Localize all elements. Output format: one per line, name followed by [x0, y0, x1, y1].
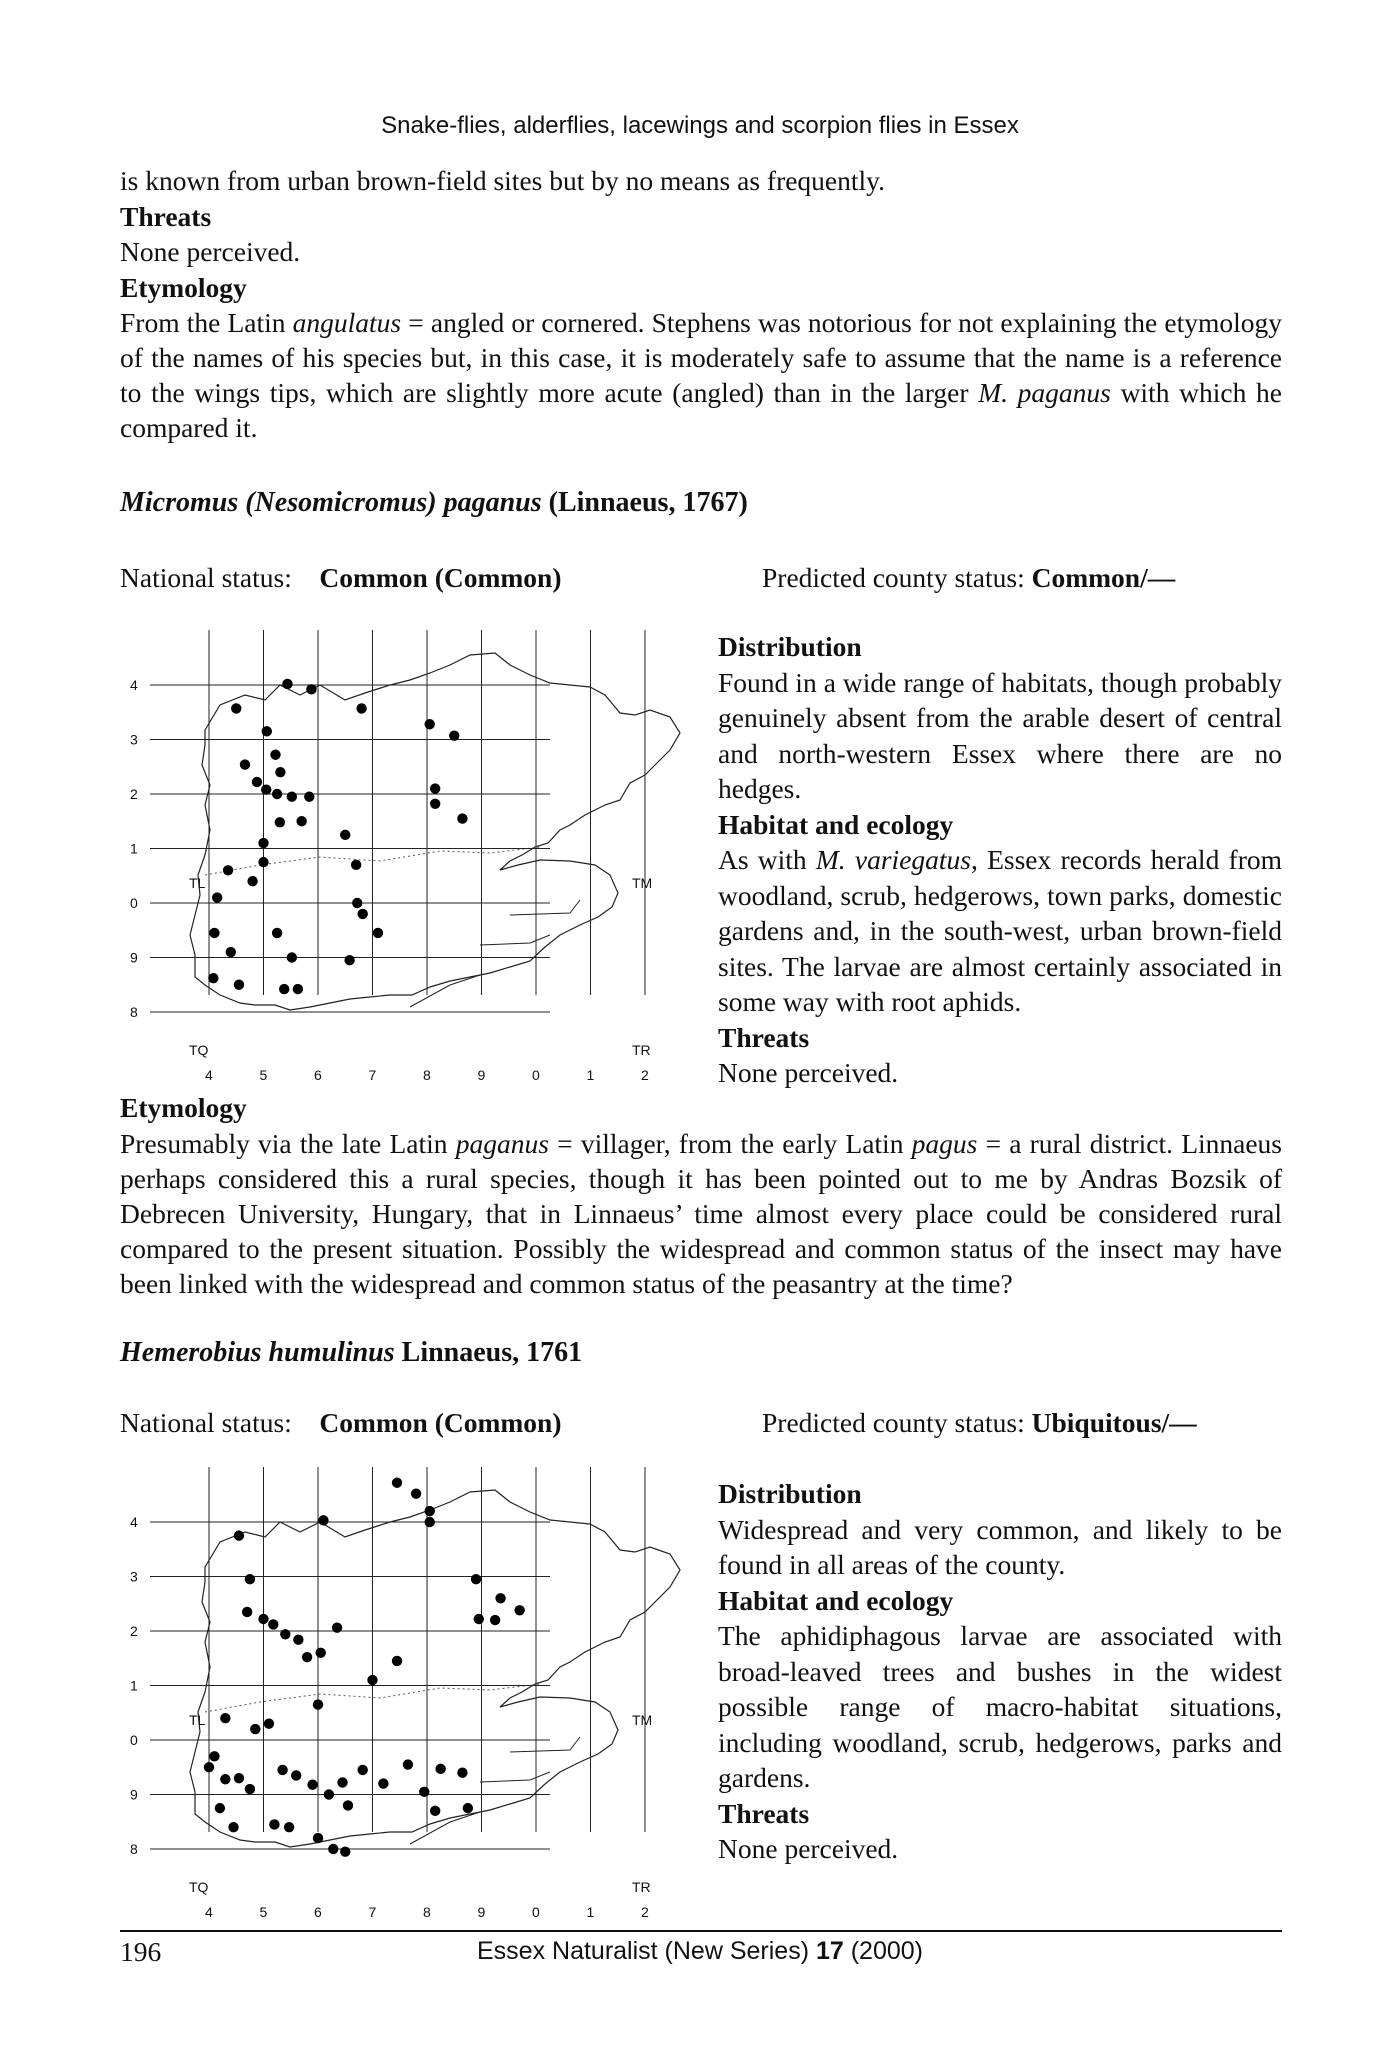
map1-estuaries	[410, 900, 580, 1007]
map1-record-dot	[344, 955, 354, 965]
map1-y-tick: 2	[130, 786, 138, 802]
map1-record-dot	[231, 703, 241, 713]
map1-x-tick: 2	[641, 1067, 649, 1083]
map2-y-tick: 3	[130, 1568, 138, 1585]
intro-continuation: is known from urban brown-field sites but by no means as frequently.	[120, 165, 886, 196]
map1-record-dot	[430, 783, 440, 793]
map2-x-tick: 7	[368, 1904, 377, 1920]
map1-x-tick: 0	[532, 1067, 540, 1083]
map1-x-tick: 7	[368, 1067, 377, 1083]
map2-y-tick: 1	[130, 1677, 138, 1694]
map2-record-dot	[268, 1619, 278, 1629]
map1-record-dot	[275, 767, 285, 777]
map2-y-tick: 2	[130, 1623, 138, 1639]
species2-title: Hemerobius humulinus Linnaeus, 1761	[120, 1337, 583, 1368]
species1-side-text	[718, 629, 1282, 1091]
map2-square-label: TL	[189, 1712, 206, 1728]
map2-record-dot	[411, 1488, 421, 1498]
species2-threats-heading: Threats	[718, 1797, 810, 1829]
map1-square-label: TR	[632, 1042, 651, 1058]
map1-record-dot	[261, 784, 271, 794]
map2-record-dot	[280, 1629, 290, 1639]
map1-square-label: TL	[189, 875, 206, 891]
map1-record-dot	[306, 684, 316, 694]
map2-record-dot	[392, 1478, 402, 1488]
map2-x-tick: 6	[314, 1904, 322, 1920]
map1-record-dot	[247, 876, 257, 886]
map1-y-tick: 1	[130, 840, 138, 857]
map2-record-dot	[343, 1800, 353, 1810]
map1-y-tick: 4	[130, 677, 138, 693]
map2-record-dot	[228, 1822, 238, 1832]
map2-record-dot	[367, 1675, 377, 1685]
map2-x-tick: 0	[532, 1904, 540, 1920]
map1-record-dot	[262, 726, 272, 736]
map2-record-dot	[245, 1784, 255, 1794]
map2-record-dot	[269, 1819, 279, 1829]
map2-record-dot	[220, 1713, 230, 1723]
map2-record-dot	[220, 1774, 230, 1784]
species2-national-status: National status: Common (Common)	[120, 1407, 562, 1438]
map2-record-dot	[471, 1574, 481, 1584]
map1-record-dot	[223, 865, 233, 875]
map1-record-dot	[234, 980, 244, 990]
species1-county-status: Predicted county status: Common/—	[762, 562, 1176, 593]
species1-threats-heading: Threats	[718, 1021, 810, 1053]
map2-record-dot	[307, 1779, 317, 1789]
map1-y-tick: 8	[130, 1004, 138, 1020]
species1-distribution-text: Found in a wide range of habitats, though probably genuinely absent from the arable desert of central and north-western Essex where there are no hedges.	[718, 666, 1282, 804]
map2-square-label: TM	[632, 1712, 653, 1728]
map1-x-tick: 1	[586, 1067, 595, 1083]
map1-record-dot	[373, 928, 383, 938]
map2-record-dot	[324, 1789, 334, 1799]
map1-x-tick: 9	[477, 1067, 486, 1083]
running-head: Snake-flies, alderflies, lacewings and scorpion flies in Essex	[381, 112, 1019, 139]
map2-x-tick: 9	[477, 1904, 486, 1920]
map2-record-dot	[291, 1770, 301, 1780]
map2-record-dot	[313, 1699, 323, 1709]
map1-record-dot	[425, 719, 435, 729]
map2-record-dot	[258, 1614, 268, 1624]
map1-record-dot	[258, 838, 268, 848]
map2-record-dot	[332, 1623, 342, 1633]
map2-record-dot	[318, 1515, 328, 1525]
map2-record-dot	[209, 1751, 219, 1761]
map1-y-tick: 3	[130, 731, 138, 748]
map1-square-label: TM	[632, 875, 653, 891]
map1-record-dot	[272, 928, 282, 938]
map2-record-dot	[302, 1652, 312, 1662]
species1-habitat-text: As with M. variegatus, Essex records herald from woodland, scrub, hedgerows, town parks, domestic gardens and, in the south-west, urban brown-field sites. The larvae are almost certainly associated in some way with root aphids.	[718, 844, 1282, 1017]
map1-square-label: TQ	[189, 1042, 209, 1058]
map1-record-dot	[296, 816, 306, 826]
map2-record-dot	[457, 1768, 467, 1778]
map2-record-dot	[490, 1615, 500, 1625]
species1-etymology-heading: Etymology	[120, 1092, 247, 1123]
map1-record-dot	[287, 792, 297, 802]
map2-x-tick: 4	[205, 1904, 213, 1920]
map2-record-dot	[313, 1833, 323, 1843]
map1-x-tick: 5	[259, 1067, 268, 1083]
map2-y-tick: 4	[130, 1514, 138, 1530]
map1-record-dot	[293, 984, 303, 994]
map2-x-tick: 1	[586, 1904, 595, 1920]
map1-record-dot	[340, 830, 350, 840]
map2-record-dot	[378, 1778, 388, 1788]
species1-threats-text: None perceived.	[718, 1057, 899, 1088]
map2-x-tick: 8	[423, 1904, 431, 1920]
map1-record-dot	[282, 679, 292, 689]
map1-x-tick: 8	[423, 1067, 431, 1083]
map1-record-dot	[275, 817, 285, 827]
map2-record-dot	[340, 1847, 350, 1857]
map2-y-tick: 9	[130, 1786, 138, 1803]
map1-record-dot	[240, 759, 250, 769]
map1-record-dot	[258, 857, 268, 867]
intro-etymology-text: From the Latin angulatus = angled or cornered. Stephens was notorious for not explaining the etymology of the names of his species but, in this case, it is moderately safe to assume that the name is a reference to the wings tips, which are slightly more acute (angled) than in the larger M. paganus with which he compared it.	[120, 307, 1282, 443]
map2-record-dot	[425, 1517, 435, 1527]
species2-county-status: Predicted county status: Ubiquitous/—	[762, 1407, 1197, 1438]
footer-rule	[120, 1930, 1282, 1932]
species2-distribution-text: Widespread and very common, and likely to be found in all areas of the county.	[718, 1513, 1282, 1580]
species1-habitat-heading: Habitat and ecology	[718, 808, 954, 840]
map2-record-dot	[430, 1806, 440, 1816]
map2-record-dot	[284, 1822, 294, 1832]
map1-record-dot	[357, 909, 367, 919]
map2-record-dot	[245, 1574, 255, 1584]
map2-record-dot	[277, 1765, 287, 1775]
map1-record-dot	[272, 789, 282, 799]
map2-record-dot	[234, 1773, 244, 1783]
map2-record-dot	[234, 1530, 244, 1540]
map1-record-dot	[208, 973, 218, 983]
intro-etymology-heading: Etymology	[120, 272, 247, 303]
species2-distribution-heading: Distribution	[718, 1478, 862, 1509]
map2-record-dot	[357, 1765, 367, 1775]
species1-national-status: National status: Common (Common)	[120, 562, 562, 593]
species2-threats-text: None perceived.	[718, 1833, 899, 1864]
map2-square-label: TQ	[189, 1879, 209, 1895]
intro-threats-text: None perceived.	[120, 236, 301, 267]
species2-side-text	[718, 1476, 1282, 1867]
map1-record-dot	[449, 730, 459, 740]
map2-y-tick: 0	[130, 1732, 138, 1748]
map2-y-tick: 8	[130, 1841, 138, 1857]
map2-record-dot	[264, 1718, 274, 1728]
species1-etymology-text: Presumably via the late Latin paganus = villager, from the early Latin pagus = a rural district. Linnaeus perhaps considered this a rural species, though it has been pointed out to me by Andras Bozsik of Debrecen University, Hungary, that in Linnaeus’ time almost every place could be considered rural compared to the present situation. Possibly the widespread and common status of the insect may have been linked with the widespread and common status of the peasantry at the time?	[120, 1128, 1282, 1299]
map2-record-dot	[250, 1724, 260, 1734]
species2-habitat-text: The aphidiphagous larvae are associated with broad-leaved trees and bushes in the widest possible range of macro-habitat situations, including woodland, scrub, hedgerows, parks and gardens.	[718, 1620, 1282, 1793]
map2-record-dot	[293, 1635, 303, 1645]
map1-x-tick: 6	[314, 1067, 322, 1083]
map1-record-dot	[352, 898, 362, 908]
map2-record-dot	[392, 1656, 402, 1666]
map2-record-dot	[474, 1614, 484, 1624]
map1-y-tick: 9	[130, 949, 138, 966]
map2-record-dot	[242, 1607, 252, 1617]
map1-record-dot	[430, 799, 440, 809]
map1-record-dot	[279, 984, 289, 994]
map1-record-dot	[304, 792, 314, 802]
map2-record-dot	[204, 1762, 214, 1772]
species2-habitat-heading: Habitat and ecology	[718, 1584, 954, 1616]
map2-estuaries	[410, 1737, 580, 1844]
map1-record-dot	[356, 703, 366, 713]
map2-record-dot	[328, 1844, 338, 1854]
map1-y-tick: 0	[130, 895, 138, 911]
map1-record-dot	[212, 892, 222, 902]
map1-record-dot	[287, 952, 297, 962]
map2-x-tick: 5	[259, 1904, 268, 1920]
map1-record-dot	[209, 928, 219, 938]
map1-record-dot	[252, 777, 262, 787]
map2-record-dot	[425, 1506, 435, 1516]
species1-distribution-map	[115, 620, 695, 1090]
journal-citation: Essex Naturalist (New Series) 17 (2000)	[476, 1937, 923, 1965]
map2-record-dot	[435, 1764, 445, 1774]
map2-record-dot	[403, 1759, 413, 1769]
species1-title: Micromus (Nesomicromus) paganus (Linnaeus, 1767)	[120, 487, 748, 518]
map2-record-dot	[514, 1605, 524, 1615]
page-number: 196	[120, 1936, 162, 1967]
map1-record-dot	[351, 860, 361, 870]
map1-x-tick: 4	[205, 1067, 213, 1083]
map2-record-dot	[463, 1803, 473, 1813]
map1-record-dot	[226, 947, 236, 957]
map1-record-dot	[457, 813, 467, 823]
map2-record-dot	[495, 1593, 505, 1603]
species2-distribution-map	[115, 1457, 695, 1927]
map1-record-dot	[270, 750, 280, 760]
map2-x-tick: 2	[641, 1904, 649, 1920]
map2-record-dot	[215, 1803, 225, 1813]
map2-record-dot	[337, 1777, 347, 1787]
map2-square-label: TR	[632, 1879, 651, 1895]
map2-record-dot	[316, 1648, 326, 1658]
species1-distribution-heading: Distribution	[718, 631, 862, 662]
map2-record-dot	[419, 1787, 429, 1797]
intro-threats-heading: Threats	[120, 201, 212, 232]
